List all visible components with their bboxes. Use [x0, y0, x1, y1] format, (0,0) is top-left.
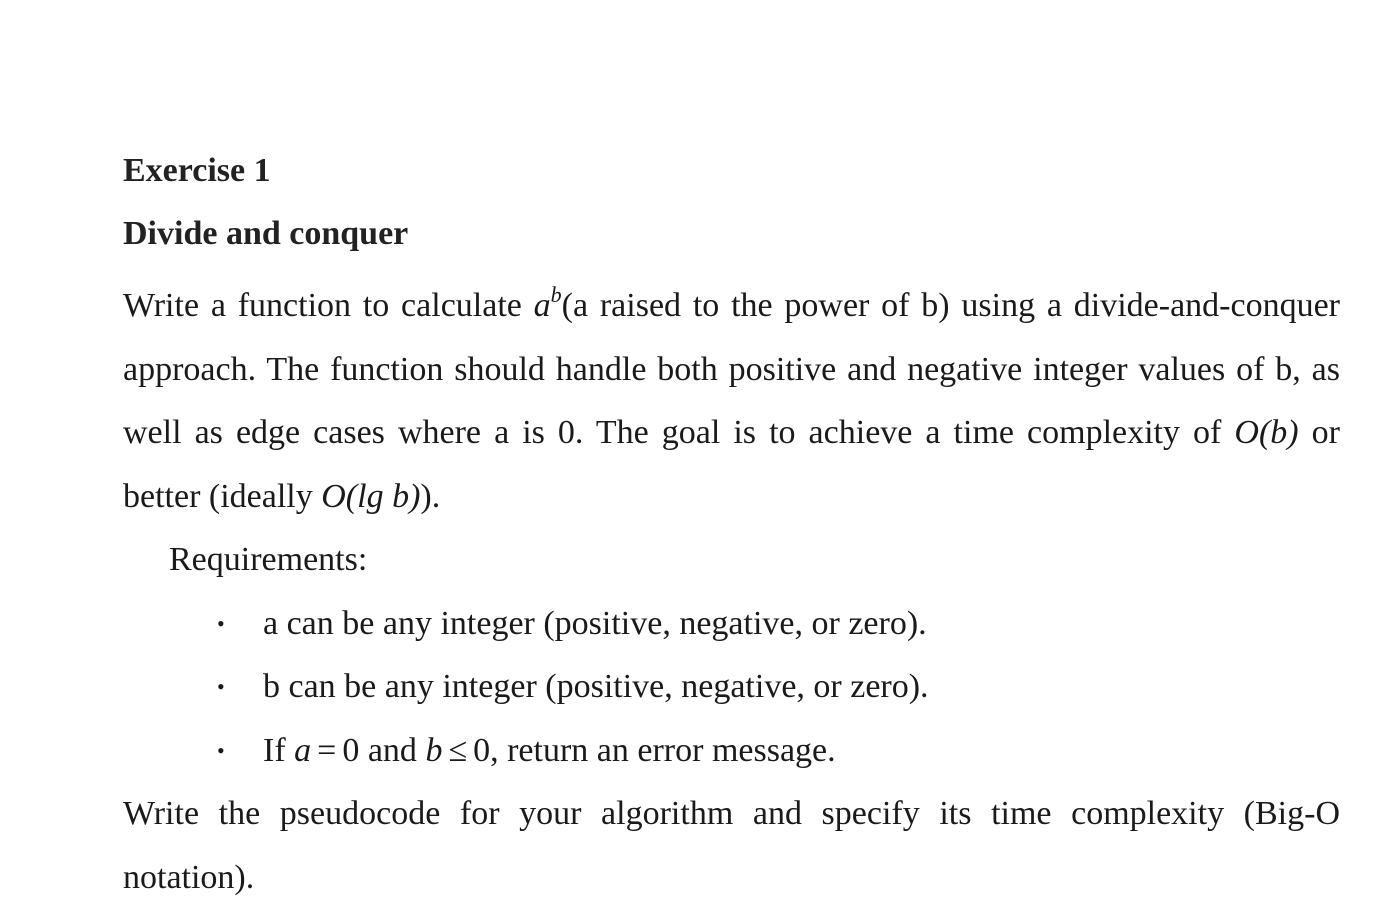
- complexity-linear: O(b): [1234, 414, 1299, 451]
- complexity-log: O(lg b): [321, 477, 421, 515]
- bullet-icon: [217, 655, 225, 719]
- problem-statement: [123, 274, 1340, 528]
- list-item: [123, 719, 1340, 783]
- bullet-icon: [217, 719, 225, 783]
- requirement-text: a can be any integer (positive, negative, or zero).: [263, 604, 927, 642]
- leq-symbol: ≤: [448, 731, 468, 769]
- power-exponent: b: [550, 282, 562, 307]
- requirements-label: Requirements:: [169, 541, 368, 578]
- requirement-text: [263, 732, 836, 769]
- document-page: [123, 148, 1340, 909]
- intro-end: ).: [420, 477, 441, 515]
- intro-pre: Write a function to calculate: [123, 287, 534, 324]
- var-b: b: [425, 731, 443, 769]
- requirements-list: [123, 592, 1340, 783]
- var-a: a: [294, 731, 312, 769]
- intro-post: (a raised to the power of b) using a divide-and-conquer approach. The function should handle both positive and negative integer values of b, as well as edge cases where a is 0. The goal is to achieve a time complexity of: [123, 287, 1340, 451]
- closing-instruction: Write the pseudocode for your algorithm and specify its time complexity (Big-O notation).: [123, 795, 1340, 896]
- exercise-title: Exercise 1: [123, 152, 271, 189]
- intro-mid: or better (ideally: [123, 414, 1340, 515]
- power-base: a: [533, 287, 551, 324]
- requirement-text: b can be any integer (positive, negative, or zero).: [263, 668, 929, 705]
- section-title: Divide and conquer: [123, 215, 409, 252]
- bullet-icon: [217, 592, 225, 656]
- req3-pre: If: [263, 731, 295, 769]
- req3-rest: 0, return an error message.: [473, 731, 836, 769]
- req3-zero: 0 and: [342, 731, 426, 769]
- equals-symbol: =: [317, 731, 337, 769]
- list-item: [123, 592, 1340, 656]
- list-item: [123, 655, 1340, 719]
